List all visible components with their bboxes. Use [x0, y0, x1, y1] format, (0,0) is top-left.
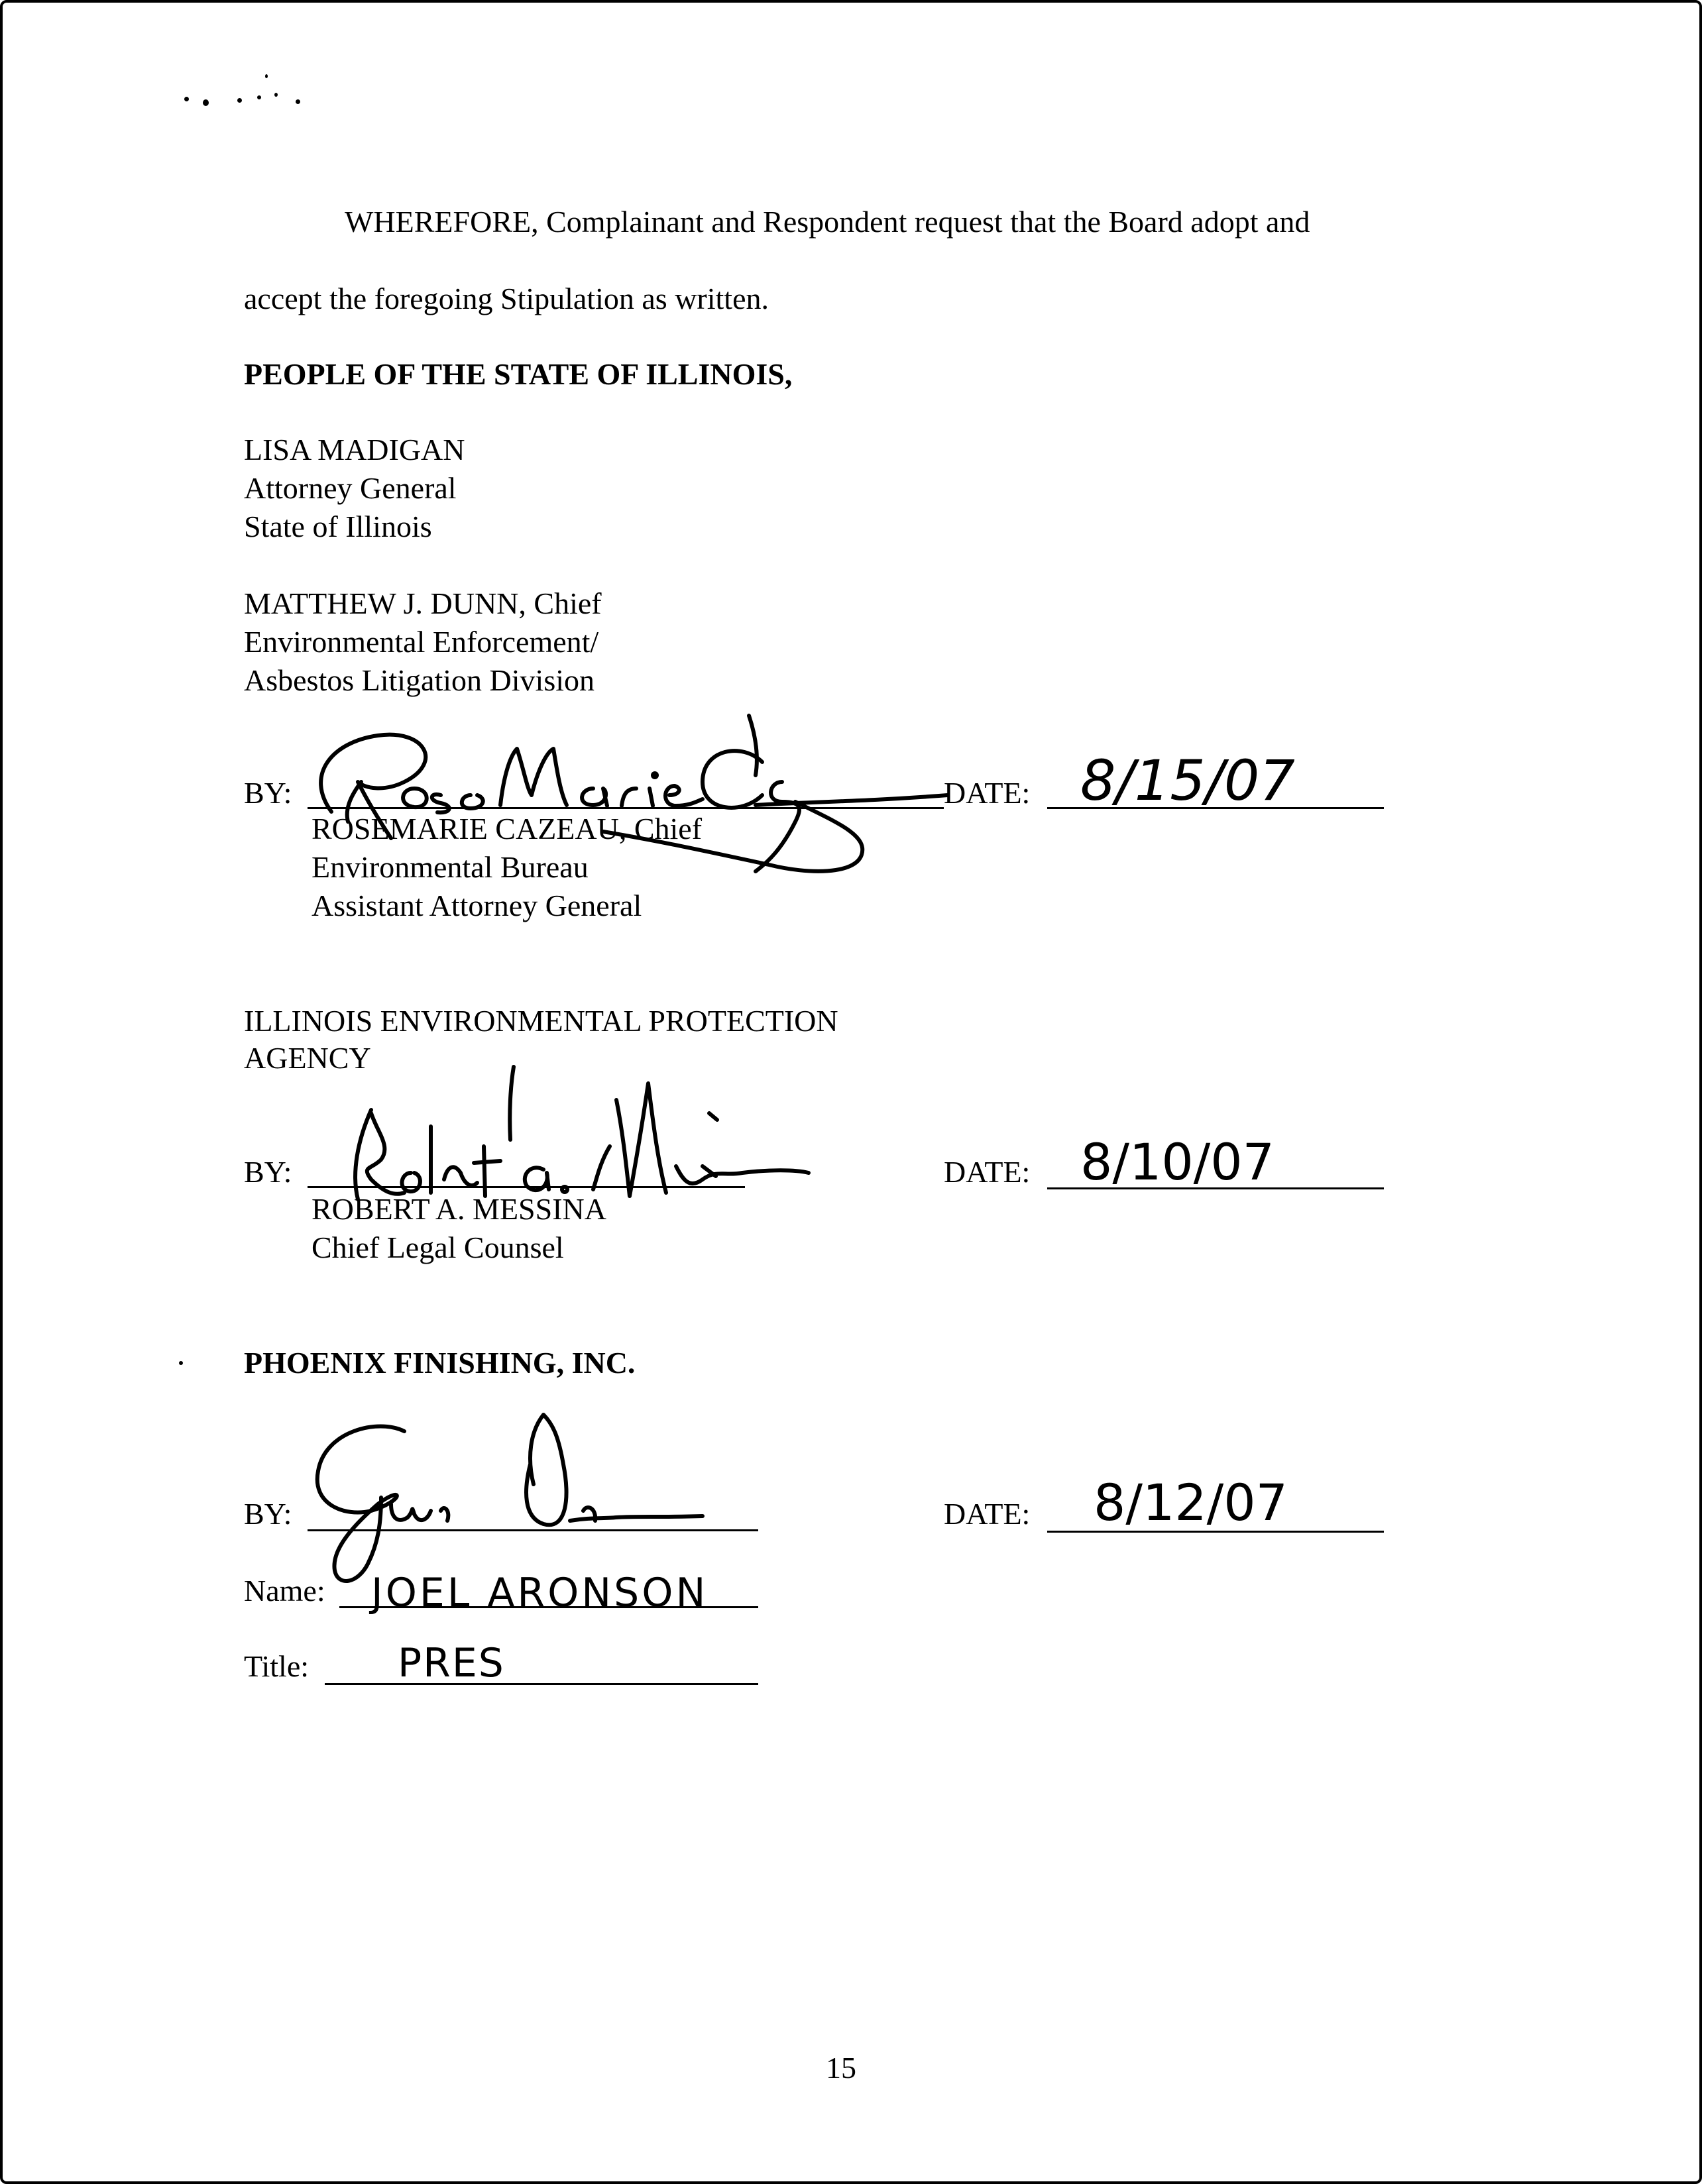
signatory-name-people: ROSEMARIE CAZEAU, Chief — [312, 812, 703, 846]
date-handwritten-phoenix: 8/12/07 — [1094, 1473, 1288, 1532]
attorney-general-title: Attorney General — [244, 471, 457, 505]
signature-joel-aronson — [305, 1405, 769, 1590]
by-label-phoenix: BY: — [244, 1497, 292, 1531]
party-heading-iepa-2: AGENCY — [244, 1041, 371, 1075]
date-label-phoenix: DATE: — [944, 1497, 1031, 1531]
paragraph-line-2: accept the foregoing Stipulation as written. — [244, 282, 769, 315]
title-line-phoenix — [325, 1683, 758, 1685]
party-heading-iepa-1: ILLINOIS ENVIRONMENTAL PROTECTION — [244, 1004, 838, 1038]
title-label-phoenix: Title: — [244, 1649, 310, 1683]
date-label-iepa: DATE: — [944, 1155, 1031, 1189]
page-number: 15 — [826, 2051, 856, 2085]
division-line-2: Asbestos Litigation Division — [244, 663, 595, 697]
division-chief-name: MATTHEW J. DUNN, Chief — [244, 586, 602, 620]
signature-rosemarie-cazeau — [292, 696, 928, 888]
party-heading-phoenix: PHOENIX FINISHING, INC. — [244, 1346, 636, 1380]
attorney-general-name: LISA MADIGAN — [244, 433, 465, 466]
by-label-iepa: BY: — [244, 1155, 292, 1189]
signature-robert-messina — [331, 1047, 835, 1246]
date-label-people: DATE: — [944, 776, 1031, 810]
signatory-title-iepa: Chief Legal Counsel — [312, 1230, 564, 1264]
signatory-name-iepa: ROBERT A. MESSINA — [312, 1192, 606, 1226]
title-handwritten-phoenix: PRES — [398, 1640, 505, 1686]
division-line-1: Environmental Enforcement/ — [244, 625, 599, 659]
attorney-general-state: State of Illinois — [244, 510, 432, 543]
paragraph-line-1: WHEREFORE, Complainant and Respondent request that the Board adopt and — [345, 205, 1310, 239]
signatory-bureau-people: Environmental Bureau — [312, 850, 589, 884]
party-heading-people: PEOPLE OF THE STATE OF ILLINOIS, — [244, 357, 793, 391]
name-label-phoenix: Name: — [244, 1574, 325, 1608]
by-label-people: BY: — [244, 776, 292, 810]
signatory-title-people: Assistant Attorney General — [312, 889, 642, 922]
date-handwritten-iepa: 8/10/07 — [1080, 1132, 1275, 1191]
name-handwritten-phoenix: JOEL ARONSON — [371, 1570, 709, 1616]
date-handwritten-people: 8/15/07 — [1080, 748, 1295, 813]
